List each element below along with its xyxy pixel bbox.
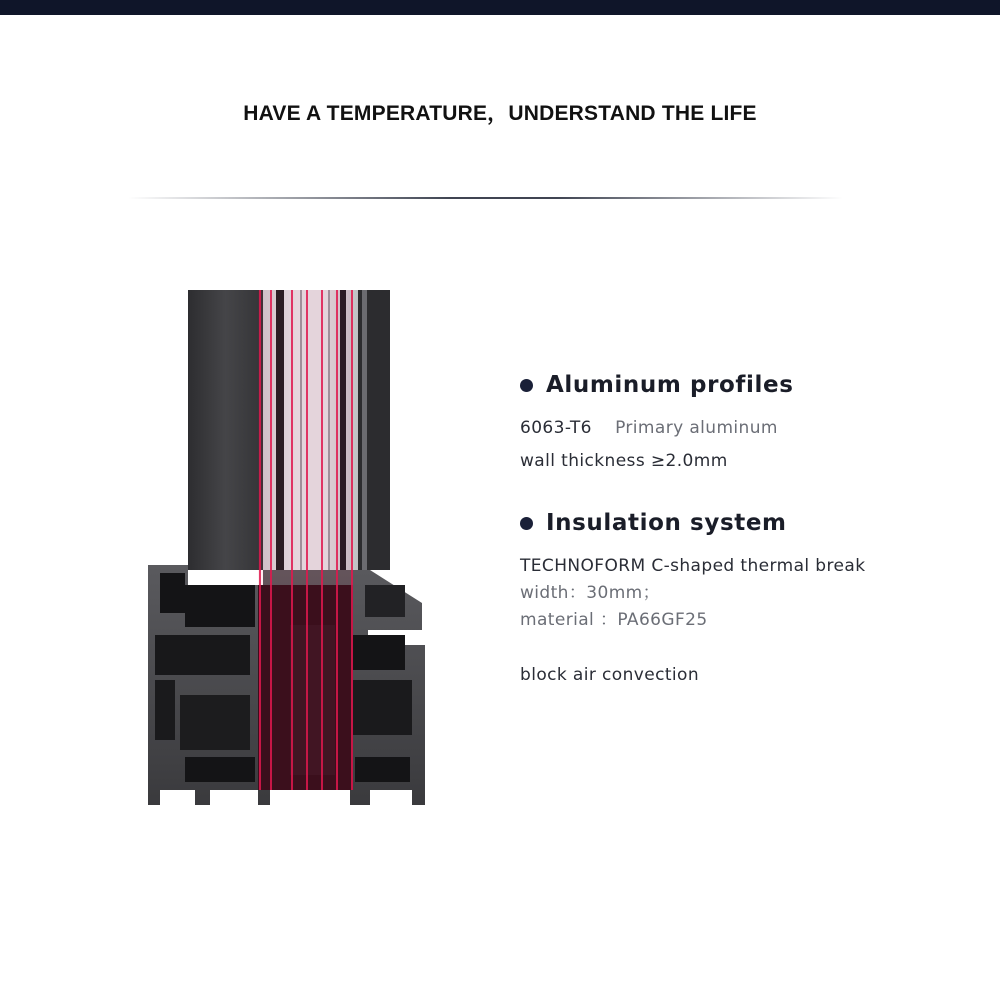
thermal-break-material: material ：PA66GF25: [520, 610, 708, 630]
bullet-icon: [520, 517, 533, 530]
insulation-system-title: Insulation system: [546, 510, 787, 536]
aluminum-profiles-title: Aluminum profiles: [546, 372, 794, 398]
insulation-system-section: [520, 510, 980, 685]
sash-profile: [188, 290, 263, 570]
page-headline: HAVE A TEMPERATURE，UNDERSTAND THE LIFE: [243, 102, 757, 125]
wall-thickness: wall thickness ≥2.0mm: [520, 451, 728, 471]
divider: [128, 197, 843, 199]
insulation-note: block air convection: [520, 665, 699, 685]
aluminum-profiles-section: [520, 372, 980, 471]
insulation-system-heading: [520, 510, 980, 536]
alloy-grade-desc: Primary aluminum: [615, 418, 778, 438]
bullet-icon: [520, 379, 533, 392]
top-bar: [0, 0, 1000, 15]
thermal-break-width: width：30mm；: [520, 583, 661, 603]
thermal-break-type: TECHNOFORM C-shaped thermal break: [520, 556, 866, 576]
aluminum-profiles-heading: [520, 372, 980, 398]
alloy-grade: 6063-T6: [520, 418, 592, 438]
profile-cross-section-image: [140, 285, 440, 815]
alloy-grade-line: [520, 418, 980, 438]
